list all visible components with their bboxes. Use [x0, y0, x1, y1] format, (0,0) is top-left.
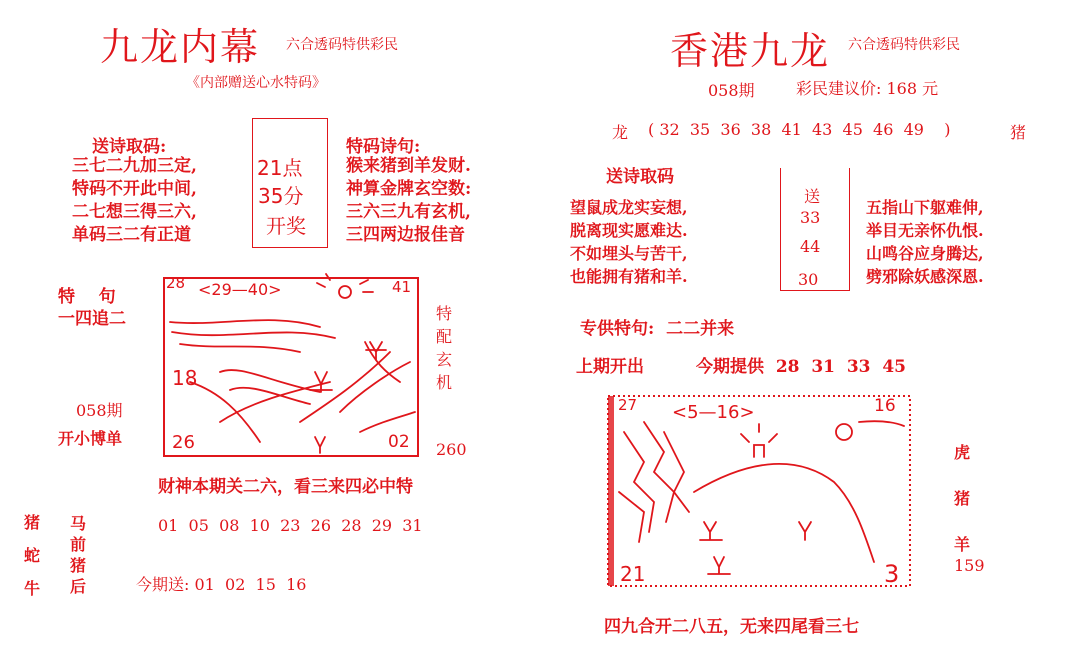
- left-special-poem-line: 猴来猪到羊发财.: [346, 156, 471, 176]
- right-side-zodiac: [954, 430, 970, 568]
- left-side-vertical: [436, 302, 452, 394]
- today-send: 今期送: 01 02 15 16: [136, 575, 307, 594]
- right-poem-line: 五指山下躯难伸,: [866, 198, 984, 217]
- zodiac-char: 马: [70, 514, 87, 533]
- left-title: 九龙内幕: [100, 25, 261, 69]
- zodiac-char: 蛇: [24, 546, 41, 565]
- left-number-260: 260: [436, 440, 467, 459]
- send-box-number: 30: [798, 270, 819, 289]
- right-poem-left: [570, 196, 688, 288]
- zodiac-char: 猪: [954, 489, 971, 508]
- zodiac-char: 羊: [954, 535, 971, 554]
- right-sketch-top-left: 27: [618, 396, 638, 414]
- send-box-label: 送: [804, 187, 821, 206]
- right-poem-line: 不如埋头与苦干,: [570, 244, 688, 263]
- right-poem-line: 劈邪除妖感深恩.: [866, 267, 984, 286]
- left-special-poem-header: 特码诗句:: [346, 137, 421, 157]
- right-poem-line: 脱离现实愿难达.: [570, 221, 688, 240]
- side-char: 特: [436, 304, 453, 323]
- bet-hint: 开小博单: [58, 429, 123, 448]
- left-sketch-bottom-right: 02: [388, 432, 410, 452]
- special-line: 专供特句: 二二并来: [580, 319, 735, 339]
- last-open: 上期开出: [576, 357, 644, 377]
- right-poem-right: [866, 196, 984, 288]
- zodiac-col-1: [24, 506, 40, 605]
- left-poem-line: 三七二九加三定,: [72, 156, 197, 176]
- left-sketch-mid-left: 18: [172, 366, 198, 390]
- left-sketch-top-right: 41: [392, 278, 412, 296]
- draw-time-label: 开奖: [266, 214, 306, 238]
- left-poem-line: 二七想三得三六,: [72, 202, 197, 222]
- right-price: 彩民建议价: 168 元: [796, 79, 939, 98]
- side-char: 机: [436, 373, 453, 392]
- draw-time-minute: 35分: [258, 184, 304, 208]
- dragon-numbers: ( 32 35 36 38 41 43 45 46 49 ): [648, 120, 951, 139]
- left-sketch-range: <29—40>: [198, 280, 282, 299]
- left-special-poem-line: 三六三九有玄机,: [346, 202, 471, 222]
- left-special-poem-line: 三四两边报佳音: [346, 225, 465, 245]
- left-subtitle: 六合透码特供彩民: [286, 37, 398, 53]
- side-char: 配: [436, 327, 453, 346]
- pig-label: 猪: [1010, 123, 1027, 142]
- left-special-poem-line: 神算金牌玄空数:: [346, 179, 472, 199]
- send-box-number: 44: [800, 237, 821, 256]
- zodiac-char: 猪: [24, 513, 41, 532]
- zodiac-char: 虎: [954, 443, 971, 462]
- left-issue: 058期: [76, 401, 123, 420]
- side-char: 玄: [436, 350, 453, 369]
- right-poem-header: 送诗取码: [606, 167, 674, 187]
- te-ju-label: 特 句: [58, 287, 116, 307]
- right-poem-line: 山鸣谷应身腾达,: [866, 244, 984, 263]
- right-sketch: [604, 392, 916, 592]
- right-poem-line: 举目无亲怀仇恨.: [866, 221, 984, 240]
- left-sketch: [160, 272, 422, 462]
- right-title: 香港九龙: [670, 29, 831, 73]
- left-poem-line: 单码三二有正道: [72, 225, 191, 245]
- this-issue: 今期提供 28 31 33 45: [696, 357, 906, 377]
- left-sketch-bottom-left: 26: [172, 432, 195, 453]
- zodiac-char: 猪: [70, 556, 87, 575]
- left-numbers: 01 05 08 10 23 26 28 29 31: [158, 516, 423, 535]
- right-poem-line: 望鼠成龙实妄想,: [570, 198, 688, 217]
- right-poem-line: 也能拥有猪和羊.: [570, 267, 688, 286]
- zodiac-col-2: [70, 513, 86, 597]
- right-bottom-line: 四九合开二八五，无来四尾看三七: [604, 617, 859, 637]
- right-sketch-bottom-left: 21: [620, 562, 646, 586]
- god-line: 财神本期关二六，看三来四必中特: [158, 477, 413, 497]
- send-box-number: 33: [800, 208, 821, 227]
- left-gift-line: 《内部赠送心水特码》: [186, 75, 326, 91]
- left-poem: [72, 155, 197, 247]
- right-sketch-top-right: 16: [874, 396, 896, 416]
- left-special-poem: [346, 155, 471, 247]
- right-number-159: 159: [954, 556, 985, 575]
- right-sketch-range: <5—16>: [672, 402, 755, 423]
- zodiac-char: 前: [70, 535, 87, 554]
- left-poem-header: 送诗取码:: [92, 137, 167, 157]
- right-subtitle: 六合透码特供彩民: [848, 37, 960, 53]
- te-ju-text: 一四追二: [58, 309, 126, 329]
- draw-time-hour: 21点: [257, 156, 303, 180]
- right-sketch-bottom-right: 3: [884, 560, 900, 588]
- left-sketch-top-left: 28: [166, 274, 186, 292]
- zodiac-char: 后: [70, 577, 87, 596]
- dragon-label: 龙: [612, 123, 629, 142]
- right-issue: 058期: [708, 81, 755, 100]
- zodiac-char: 牛: [24, 579, 41, 598]
- left-poem-line: 特码不开此中间,: [72, 179, 197, 199]
